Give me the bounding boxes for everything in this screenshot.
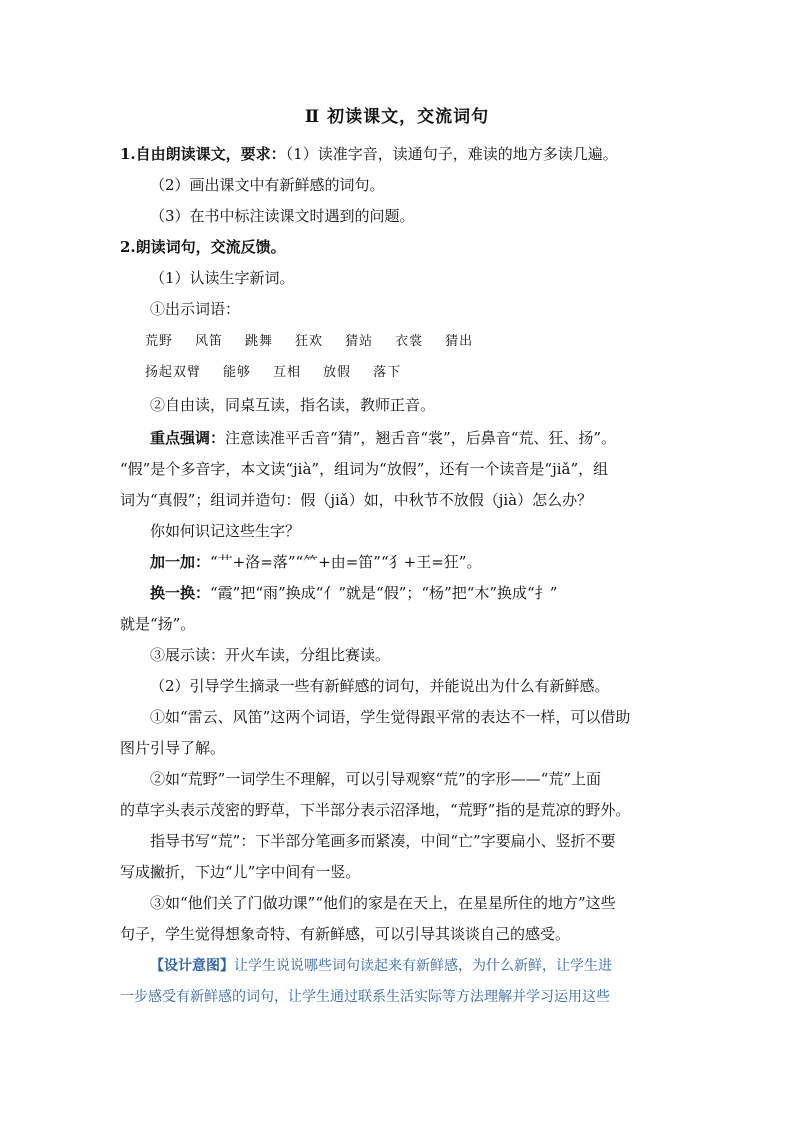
requirement-item-2: （2）画出课文中有新鲜感的词句。: [150, 176, 385, 194]
case-2-line-2: 的草字头表示茂密的野草，下半部分表示沼泽地，“荒野”指的是荒凉的野外。: [120, 801, 631, 819]
show-words-label: ①出示词语：: [150, 300, 241, 318]
guide-excerpt-line: （2）引导学生摘录一些有新鲜感的词句，并能说出为什么有新鲜感。: [150, 677, 610, 695]
design-intent-text: 让学生说说哪些词句读起来有新鲜感，为什么新鲜，让学生进: [234, 958, 612, 974]
case-1-line-2: 图片引导了解。: [120, 739, 226, 757]
vocab-word: 风笛: [195, 334, 224, 349]
case-1-line-1: ①如“雷云、风笛”这两个词语，学生觉得跟平常的表达不一样，可以借助: [150, 708, 631, 726]
show-reading-line: ③展示读：开火车读，分组比赛读。: [150, 646, 391, 664]
vocab-row-1: [120, 332, 676, 352]
swap-method-line-2: 就是“扬”。: [120, 615, 196, 633]
vocab-word: 扬起双臂: [145, 365, 202, 380]
writing-guide-line-1: 指导书写“荒”：下半部分笔画多而紧凑，中间“亡”字要扁小、竖折不要: [150, 832, 616, 850]
vocab-word: 荒野: [145, 334, 174, 349]
question-line: 你如何识记这些生字？: [150, 522, 301, 540]
add-method-line: [120, 552, 676, 572]
step-2-item-1: （1）认读生字新词。: [150, 269, 295, 287]
vocab-word: 互相: [273, 365, 302, 380]
vocab-row-2: [120, 363, 676, 383]
vocab-word: 跳舞: [245, 334, 274, 349]
section-title: Ⅱ 初读课文，交流词句: [304, 107, 490, 127]
case-3-line-1: ③如“他们关了门做功课”“他们的家是在天上，在星星所住的地方”这些: [150, 894, 616, 912]
requirement-line: [120, 144, 676, 164]
emphasis-head: 重点强调：: [150, 429, 226, 447]
swap-method-line-1: [120, 583, 676, 603]
design-intent-line-1: [120, 956, 676, 976]
design-intent-tag: 【设计意图】: [150, 958, 234, 974]
swap-method-head: 换一换：: [150, 584, 211, 602]
vocab-word: 猜站: [345, 334, 374, 349]
emphasis-line-2: “假”是个多音字，本文读“jià”，组词为“放假”，还有一个读音是“jiǎ”，组: [120, 460, 609, 478]
add-method-text: “艹+洛=落”“⺮+由=笛”“犭+王=狂”。: [210, 553, 482, 571]
requirement-head: 1.自由朗读课文，要求：: [120, 145, 286, 163]
case-3-line-2: 句子，学生觉得想象奇特、有新鲜感，可以引导其谈谈自己的感受。: [120, 925, 571, 943]
emphasis-text: 注意读准平舌音“猜”，翘舌音“裳”，后鼻音“荒、狂、扬”。: [225, 429, 617, 447]
emphasis-line-1: [120, 428, 676, 448]
vocab-word: 狂欢: [295, 334, 324, 349]
design-intent-line-2: 一步感受有新鲜感的词句，让学生通过联系生活实际等方法理解并学习运用这些: [120, 989, 610, 1005]
free-reading-line: ②自由读，同桌互读，指名读，教师正音。: [150, 396, 436, 414]
requirement-item-1: （1）读准字音，读通句子，难读的地方多读几遍。: [285, 145, 618, 163]
vocab-word: 猜出: [445, 334, 474, 349]
vocab-word: 放假: [323, 365, 352, 380]
step-2-heading: 2.朗读词句，交流反馈。: [120, 238, 286, 256]
add-method-head: 加一加：: [150, 553, 211, 571]
swap-method-text: “霞”把“雨”换成“亻”就是“假”；“杨”把“木”换成“扌”: [210, 584, 558, 602]
emphasis-line-3: 词为“真假”；组词并造句：假（jiǎ）如，中秋节不放假（jià）怎么办？: [120, 491, 593, 509]
case-2-line-1: ②如“荒野”一词学生不理解，可以引导观察“荒”的字形——“荒”上面: [150, 770, 602, 788]
vocab-word: 能够: [223, 365, 252, 380]
vocab-word: 衣裳: [395, 334, 424, 349]
requirement-item-3: （3）在书中标注读课文时遇到的问题。: [150, 207, 415, 225]
vocab-word: 落下: [373, 365, 402, 380]
writing-guide-line-2: 写成撇折，下边“儿”字中间有一竖。: [120, 863, 361, 881]
